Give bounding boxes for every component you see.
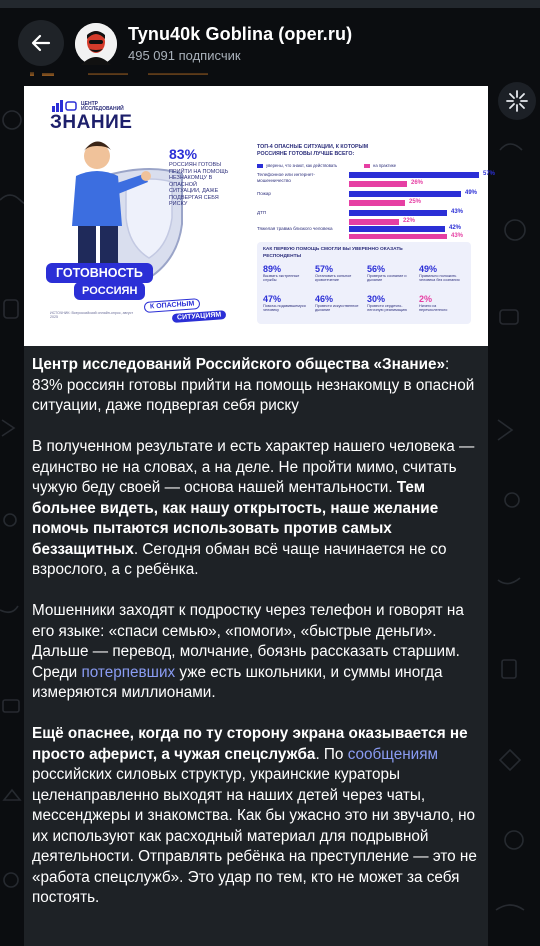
- row-label: Пожар: [257, 191, 271, 196]
- banner-readiness: ГОТОВНОСТЬ: [46, 263, 153, 283]
- bar-pink-value: 22%: [403, 218, 416, 224]
- post-text-span: Мошенники заходят к подростку через телефон и говорят на его языке: «спаси семью», «помоги», «быстрые деньги». Дальше — перевод, молчание, боязнь рассказать старшим. Среди: [32, 602, 464, 681]
- bar-blue: [349, 172, 479, 178]
- bar-pink: [349, 181, 407, 187]
- post-bold-text: Тем больнее видеть, как нашу открытость, наше желание помочь пытаются использовать против самых беззащитных: [32, 479, 439, 558]
- stat-percent: 56%: [367, 264, 386, 274]
- banner-situations: СИТУАЦИЯМ: [172, 310, 227, 323]
- bar-pink: [349, 219, 399, 225]
- stat-percent: 46%: [315, 294, 334, 304]
- headline-percent: 83%: [169, 146, 198, 162]
- sparkle-arrow-icon: [504, 88, 530, 114]
- post-text-span: . По: [315, 745, 348, 763]
- post-bold-text: Ещё опаснее, когда по ту сторону экрана оказывается не просто аферист, а чужая спецслужба: [32, 725, 468, 763]
- chart-title: ТОП-4 ОПАСНЫЕ СИТУАЦИИ, К КОТОРЫМ РОССИЯНЕ ГОТОВЫ ЛУЧШЕ ВСЕГО:: [257, 144, 369, 157]
- stat-item: [315, 264, 359, 283]
- stat-percent: 89%: [263, 264, 282, 274]
- source-note: ИСТОЧНИК: Всероссийский онлайн-опрос, август 2025: [50, 311, 134, 320]
- bar-pink: [349, 200, 405, 206]
- bar-pink: [349, 234, 447, 239]
- back-button[interactable]: [18, 20, 64, 66]
- stat-item: [367, 294, 411, 313]
- legend-blue-label: уверены, что знают, как действовать: [266, 163, 338, 168]
- row-label: Тяжелая травма близкого человека: [257, 226, 333, 231]
- stat-item: [315, 294, 359, 313]
- logo-org-line1: ЦЕНТР: [81, 101, 98, 107]
- stat-label: Провести сердечно-легочную реанимацию: [367, 304, 407, 313]
- stat-item: [263, 294, 307, 313]
- stat-label: Остановить сильное кровотечение: [315, 274, 352, 283]
- post-paragraph: [32, 601, 480, 704]
- legend-pink-label: на практике: [373, 163, 397, 168]
- channel-title[interactable]: Tynu40k Goblina (oper.ru): [128, 24, 353, 44]
- bar-blue: [349, 226, 445, 232]
- post-text-span: В полученном результате и есть характер нашего человека — единство не на словах, а на деле. Не пройти мимо, считать чужую беду своей — основа нашей ментальности.: [32, 438, 475, 496]
- channel-post: [24, 86, 496, 946]
- bar-blue-value: 49%: [465, 190, 478, 196]
- stat-label: Провести искусственное дыхание: [315, 304, 359, 313]
- stats-box-title: КАК ПЕРВУЮ ПОМОЩЬ СМОГЛИ БЫ УВЕРЕННО ОКАЗАТЬ РЕСПОНДЕНТЫ: [263, 247, 403, 259]
- channel-avatar[interactable]: [75, 23, 117, 65]
- jump-to-unread-button[interactable]: [498, 82, 536, 120]
- post-image[interactable]: [24, 86, 496, 346]
- headline-text: РОССИЯН ГОТОВЫ ПРИЙТИ НА ПОМОЩЬ НЕЗНАКОМЦУ В ОПАСНОЙ СИТУАЦИИ, ДАЖЕ ПОДВЕРГАЯ СЕБЯ РИСКУ: [169, 162, 229, 207]
- banner-dangerous: К ОПАСНЫМ: [144, 298, 201, 313]
- subscriber-count: 495 091 подписчик: [128, 48, 241, 63]
- stat-label: Помочь подавившемуся человеку: [263, 304, 306, 313]
- stat-percent: 49%: [419, 264, 438, 274]
- stat-label: Вызвать экстренные службы: [263, 274, 300, 283]
- znanie-logo-icon: [52, 100, 78, 112]
- post-text-span: российских силовых структур, украинские кураторы целенаправленно выходят на наших детей через чаты, мессенджеры и знакомства. Как бы ужасно это ни звучало, но их используют как расходный материал для подрывной деятельности. Отправлять ребёнка на преступление — это не «работа спецслужб». Это удар по тем, кто не может за себя постоять.: [32, 766, 477, 906]
- stat-percent: 2%: [419, 294, 433, 304]
- stat-label: Ничего из перечисленного: [419, 304, 448, 313]
- legend-blue-swatch: [257, 164, 263, 168]
- bar-pink-value: 25%: [409, 199, 422, 205]
- post-text-span: уже есть школьники, и суммы иногда измеряются миллионами.: [32, 663, 443, 701]
- victims-link[interactable]: потерпевших: [81, 663, 176, 681]
- chat-header: [0, 8, 540, 80]
- bar-blue-value: 43%: [451, 209, 464, 215]
- post-text: [24, 346, 488, 909]
- stat-percent: 47%: [263, 294, 282, 304]
- post-paragraph: [32, 437, 480, 581]
- reports-link[interactable]: сообщениям: [347, 745, 439, 763]
- first-aid-stats-box: [257, 242, 471, 324]
- bar-blue-value: 42%: [449, 225, 462, 231]
- post-paragraph: [32, 724, 480, 909]
- post-text-span: : 83% россиян готовы прийти на помощь незнакомцу в опасной ситуации, даже подвергая себя риску: [32, 356, 475, 414]
- bar-pink-value: 43%: [451, 233, 464, 239]
- stat-label: Проверить сознание и дыхание: [367, 274, 407, 283]
- bar-blue: [349, 191, 461, 197]
- bar-blue: [349, 210, 447, 216]
- status-bar: [0, 0, 540, 8]
- stat-item: [419, 294, 463, 313]
- bar-blue-value: 57%: [483, 171, 496, 177]
- post-text-span: . Сегодня обман всё чаще начинается не со взрослого, а с ребёнка.: [32, 540, 447, 578]
- stat-label: Правильно положить человека без сознания: [419, 274, 460, 283]
- logo-brand: ЗНАНИЕ: [50, 112, 133, 133]
- legend-pink-swatch: [364, 164, 370, 168]
- banner-russians: РОССИЯН: [74, 282, 145, 300]
- post-paragraph: [32, 355, 480, 417]
- row-label: Телефонное или интернет-мошенничество: [257, 172, 315, 183]
- stat-item: [367, 264, 411, 283]
- bar-pink-value: 26%: [411, 180, 424, 186]
- arrow-left-icon: [30, 32, 52, 54]
- row-label: ДТП: [257, 210, 267, 215]
- stat-percent: 30%: [367, 294, 386, 304]
- post-bold-text: Центр исследований Российского общества «Знание»: [32, 356, 446, 373]
- logo-org-line2: ИССЛЕДОВАНИЙ: [81, 106, 124, 112]
- stat-item: [419, 264, 463, 283]
- stat-percent: 57%: [315, 264, 334, 274]
- stat-item: [263, 264, 307, 283]
